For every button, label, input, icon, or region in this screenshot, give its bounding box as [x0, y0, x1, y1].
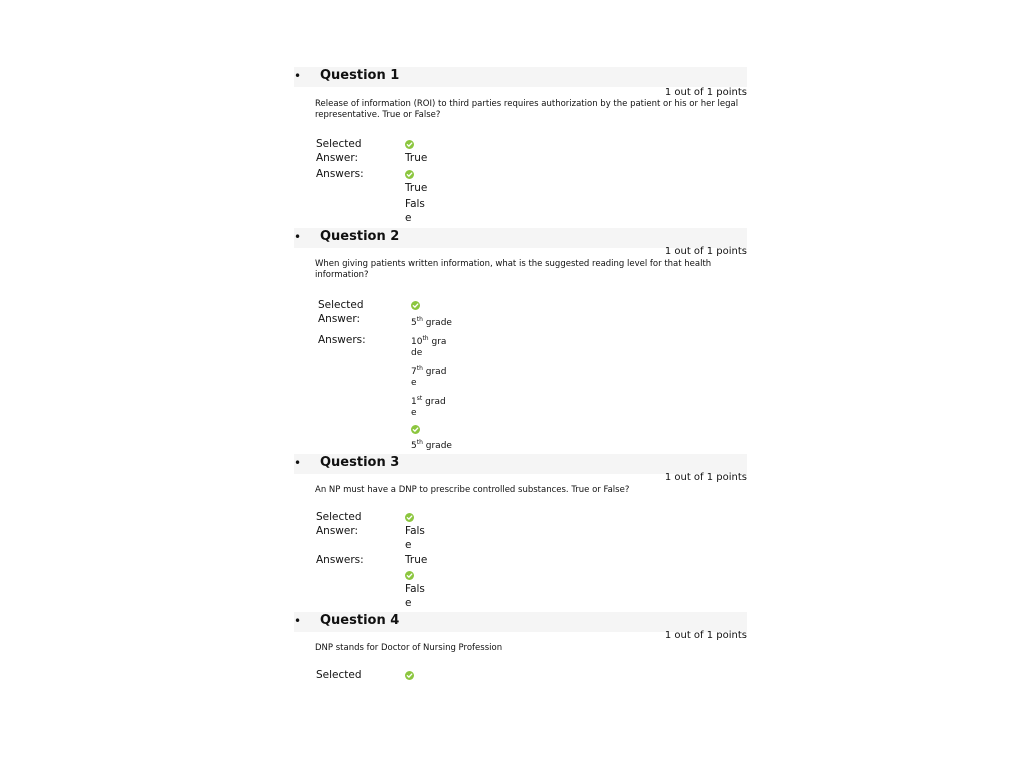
answers-label: Answers: — [318, 334, 366, 346]
selected-answer: True — [405, 152, 428, 164]
answer-option: 7th grad e — [411, 365, 447, 388]
selected-answer-label: Selected Answer: — [316, 138, 362, 164]
question-header — [294, 612, 747, 632]
points-label: 1 out of 1 points — [664, 472, 747, 483]
question-2 — [294, 228, 747, 453]
answer-option: True — [405, 182, 428, 194]
answers-label: Answers: — [316, 554, 364, 566]
answer-option: True — [405, 554, 428, 566]
question-1 — [294, 67, 747, 227]
check-circle-icon — [405, 140, 414, 149]
question-header — [294, 67, 747, 87]
check-circle-icon — [405, 513, 414, 522]
check-circle-icon — [411, 425, 420, 434]
selected-answer: Fals e — [405, 525, 425, 551]
question-title: Question 1 — [320, 68, 400, 83]
answer-option: 5th grade — [411, 439, 452, 451]
question-3 — [294, 454, 747, 612]
question-title: Question 2 — [320, 229, 400, 244]
question-text: When giving patients written information, what is the suggested reading level for that health information? — [315, 259, 712, 280]
question-title: Question 4 — [320, 613, 400, 628]
selected-answer-label: Selected — [316, 669, 362, 681]
check-circle-icon — [405, 571, 414, 580]
question-header — [294, 228, 747, 248]
points-label: 1 out of 1 points — [664, 630, 747, 641]
selected-answer-label: Selected Answer: — [316, 511, 362, 537]
points-label: 1 out of 1 points — [664, 87, 747, 98]
question-text: Release of information (ROI) to third parties requires authorization by the patient or his or her legal representative. True or False? — [315, 99, 739, 120]
check-circle-icon — [405, 671, 414, 680]
answers-label: Answers: — [316, 168, 364, 180]
question-text: An NP must have a DNP to prescribe controlled substances. True or False? — [315, 485, 630, 495]
question-header — [294, 454, 747, 474]
points-label: 1 out of 1 points — [664, 246, 747, 257]
answer-option: Fals e — [405, 583, 425, 609]
selected-answer: 5th grade — [411, 316, 452, 328]
question-title: Question 3 — [320, 455, 400, 470]
answer-option: Fals e — [405, 198, 425, 224]
bullet: • — [294, 614, 302, 628]
question-4 — [294, 612, 747, 687]
bullet: • — [294, 230, 302, 244]
answer-option: 1st grad e — [411, 395, 446, 418]
answer-option: 10th gra de — [411, 335, 447, 358]
bullet: • — [294, 69, 302, 83]
check-circle-icon — [411, 301, 420, 310]
check-circle-icon — [405, 170, 414, 179]
selected-answer-label: Selected Answer: — [318, 299, 364, 325]
question-text: DNP stands for Doctor of Nursing Profession — [315, 643, 503, 653]
bullet: • — [294, 456, 302, 470]
